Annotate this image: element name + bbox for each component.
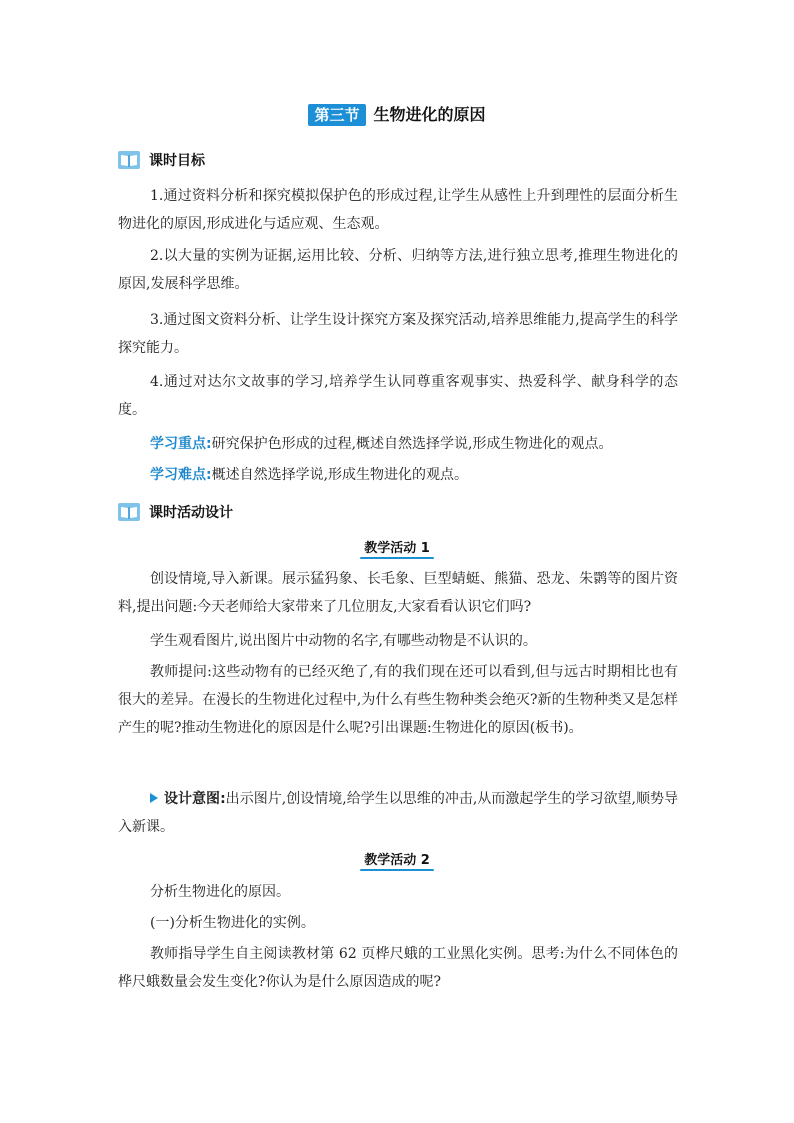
activities-label: 课时活动设计 [149, 505, 233, 521]
activity-1-paragraph: 教师提问:这些动物有的已经灭绝了,有的我们现在还可以看到,但与远古时期相比也有很大的差异。在漫长的生物进化过程中,为什么有些生物种类会绝灭?新的生物种类又是怎样产生的呢?推动生物进化的原因是什么呢?引出课题:生物进化的原因(板书)。 [118, 664, 678, 736]
activity-1-header [0, 537, 794, 559]
page-title: 生物进化的原因 [373, 105, 486, 124]
section-number-badge: 第三节 [308, 104, 365, 126]
key-point-label: 学习重点: [150, 436, 212, 452]
objective-item: 3.通过图文资料分析、让学生设计探究方案及探究活动,培养思维能力,提高学生的科学探究能力。 [118, 312, 678, 356]
difficulty-text: 概述自然选择学说,形成生物进化的观点。 [211, 467, 469, 483]
objectives-heading [118, 149, 205, 171]
design-intent-label: 设计意图: [164, 791, 226, 807]
activities-heading [118, 501, 233, 523]
difficulty-label: 学习难点: [150, 467, 212, 483]
key-point-text: 研究保护色形成的过程,概述自然选择学说,形成生物进化的观点。 [211, 436, 613, 452]
activity-2-header [0, 849, 794, 871]
key-point-line [118, 430, 678, 458]
activity-1-paragraph: 创设情境,导入新课。展示猛犸象、长毛象、巨型蜻蜓、熊猫、恐龙、朱鹮等的图片资料,提出问题:今天老师给大家带来了几位朋友,大家看看认识它们吗? [118, 571, 678, 615]
design-intent-text: 出示图片,创设情境,给学生以思维的冲击,从而激起学生的学习欲望,顺势导入新课。 [118, 791, 678, 835]
design-intent [118, 785, 678, 841]
activity-2-title: 教学活动 2 [360, 849, 434, 871]
triangle-arrow-icon [150, 793, 158, 803]
open-book-icon [118, 151, 140, 169]
section-title [0, 104, 794, 128]
difficulty-line [118, 461, 678, 489]
open-book-icon [118, 503, 140, 521]
activity-1-title: 教学活动 1 [360, 537, 434, 559]
activity-2-paragraph: (一)分析生物进化的实例。 [150, 915, 315, 931]
objective-item: 1.通过资料分析和探究模拟保护色的形成过程,让学生从感性上升到理性的层面分析生物进化的原因,形成进化与适应观、生态观。 [118, 188, 678, 232]
activity-1-paragraph: 学生观看图片,说出图片中动物的名字,有哪些动物是不认识的。 [150, 633, 537, 649]
activity-2-paragraph: 教师指导学生自主阅读教材第 62 页桦尺蛾的工业黑化实例。思考:为什么不同体色的桦尺蛾数量会发生变化?你认为是什么原因造成的呢? [118, 946, 678, 990]
objectives-label: 课时目标 [149, 153, 205, 169]
objective-item: 2.以大量的实例为证据,运用比较、分析、归纳等方法,进行独立思考,推理生物进化的原因,发展科学思维。 [118, 248, 678, 292]
activity-2-paragraph: 分析生物进化的原因。 [150, 884, 290, 900]
objective-item: 4.通过对达尔文故事的学习,培养学生认同尊重客观事实、热爱科学、献身科学的态度。 [118, 374, 678, 418]
